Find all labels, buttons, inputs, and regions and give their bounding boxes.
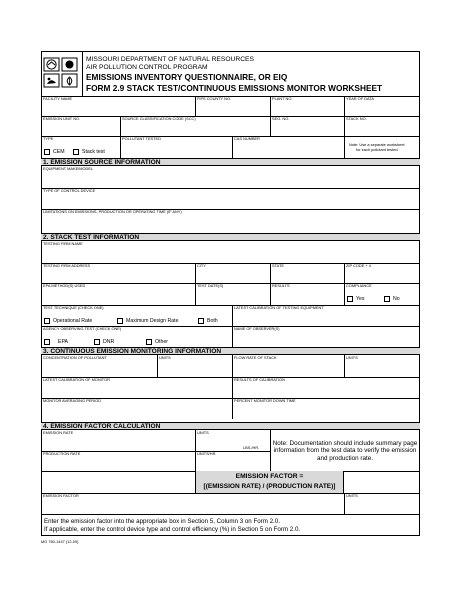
- form-title-line1: EMISSIONS INVENTORY QUESTIONNAIRE, OR EIQ: [86, 72, 288, 82]
- scc-field[interactable]: SOURCE CLASSIFICATION CODE (SCC): [122, 116, 196, 121]
- logo-icons: [41, 51, 83, 96]
- epa-methods-field[interactable]: EPA METHOD(S) USED: [43, 283, 86, 288]
- operational-rate-checkbox[interactable]: [44, 318, 50, 324]
- calibration-results-field[interactable]: RESULTS OF CALIBRATION: [234, 377, 285, 382]
- epa-label: EPA: [58, 339, 68, 345]
- form-number: MO 780-1447 (12-09): [41, 539, 79, 544]
- max-design-rate-checkbox[interactable]: [117, 318, 123, 324]
- other-label: Other: [155, 339, 168, 345]
- year-of-data-field[interactable]: YEAR OF DATA: [346, 96, 374, 101]
- city-field[interactable]: CITY: [197, 263, 206, 268]
- control-device-field[interactable]: TYPE OF CONTROL DEVICE: [43, 188, 96, 193]
- both-label: Both: [207, 318, 218, 324]
- results-field[interactable]: RESULTS: [272, 283, 290, 288]
- monitor-down-time-field[interactable]: PERCENT MONITOR DOWN TIME: [234, 398, 296, 403]
- monitor-averaging-period-field[interactable]: MONITOR AVERAGING PERIOD: [43, 398, 102, 403]
- epa-checkbox[interactable]: [44, 339, 50, 345]
- dnr-label: DNR: [103, 339, 115, 345]
- dept-name: MISSOURI DEPARTMENT OF NATURAL RESOURCES: [86, 56, 254, 63]
- state-field[interactable]: STATE: [272, 263, 284, 268]
- stack-test-label: Stack test: [82, 149, 105, 155]
- compliance-no-label: No: [393, 296, 400, 302]
- equipment-make-model-field[interactable]: EQUIPMENT MAKE/MODEL: [43, 166, 94, 171]
- flow-rate-units-field[interactable]: UNITS: [346, 355, 358, 360]
- stack-flow-rate-field[interactable]: FLOW RATE OF STACK: [234, 355, 277, 360]
- zip-code-field[interactable]: ZIP CODE + 4: [346, 263, 371, 268]
- other-checkbox[interactable]: [146, 339, 152, 345]
- dnr-logo: [41, 51, 83, 96]
- testing-firm-name-field[interactable]: TESTING FIRM NAME: [43, 241, 83, 246]
- separate-worksheet-note-1: Note: Use a separate worksheet: [349, 142, 405, 147]
- units-per-hour-field[interactable]: UNITS/HR.: [197, 451, 217, 456]
- separate-worksheet-note-2: for each pollutant tested.: [356, 147, 399, 152]
- observer-names-field[interactable]: NAME OF OBSERVER(S): [234, 326, 280, 331]
- emission-rate-field[interactable]: EMISSION RATE: [43, 430, 74, 435]
- instructions-line1: Enter the emission factor into the appropriate box in Section 5, Column 3 on Form 2.0.: [44, 518, 280, 525]
- latest-calibration-testing-field[interactable]: LATEST CALIBRATION OF TESTING EQUIPMENT: [234, 305, 324, 310]
- stack-test-checkbox[interactable]: [73, 149, 79, 155]
- production-rate-field[interactable]: PRODUCTION RATE: [43, 451, 81, 456]
- latest-calibration-monitor-field[interactable]: LATEST CALIBRATION OF MONITOR: [43, 377, 110, 382]
- cas-number-field[interactable]: CAS NUMBER: [234, 136, 260, 141]
- compliance-yes-label: Yes: [356, 296, 365, 302]
- emission-rate-units-label: UNITS: [197, 430, 209, 435]
- facility-name-field[interactable]: FACILITY NAME: [43, 96, 73, 101]
- compliance-yes-checkbox[interactable]: [347, 296, 353, 302]
- lbs-hr-label: LBS./HR.: [243, 445, 260, 450]
- program-name: AIR POLLUTION CONTROL PROGRAM: [86, 64, 208, 71]
- max-design-rate-label: Maximum Design Rate: [126, 318, 179, 324]
- emission-factor-field[interactable]: EMISSION FACTOR: [43, 493, 79, 498]
- form-title-line2: FORM 2.9 STACK TEST/CONTINUOUS EMISSIONS MONITOR WORKSHEET: [86, 83, 383, 93]
- section-2-header: 2. STACK TEST INFORMATION: [41, 233, 420, 241]
- cem-label: CEM: [53, 149, 65, 155]
- agency-observing-label: AGENCY OBSERVING TEST (CHECK ONE): [43, 326, 122, 331]
- emission-factor-units-field[interactable]: UNITS: [346, 493, 358, 498]
- emission-factor-formula-line2: [(EMISSION RATE) / (PRODUCTION RATE)]: [203, 483, 336, 490]
- cem-checkbox[interactable]: [44, 149, 50, 155]
- testing-firm-address-field[interactable]: TESTING FIRM ADDRESS: [43, 263, 91, 268]
- both-checkbox[interactable]: [198, 318, 204, 324]
- section-1-header: 1. EMISSION SOURCE INFORMATION: [41, 158, 420, 166]
- section-3-header: 3. CONTINUOUS EMISSION MONITORING INFORMATION: [41, 347, 420, 355]
- fips-county-field[interactable]: FIPS COUNTY NO.: [197, 96, 232, 101]
- compliance-no-checkbox[interactable]: [384, 296, 390, 302]
- section-4-header: 4. EMISSION FACTOR CALCULATION: [41, 422, 420, 430]
- type-label: TYPE: [43, 136, 54, 141]
- stack-no-field[interactable]: STACK NO.: [346, 116, 367, 121]
- limitations-field[interactable]: LIMITATIONS ON EMISSIONS, PRODUCTION OR OPERATING TIME (IF ANY): [43, 209, 182, 214]
- test-dates-field[interactable]: TEST DATE(S): [197, 283, 224, 288]
- compliance-label: COMPLIANCE: [346, 283, 372, 288]
- operational-rate-label: Operational Rate: [53, 318, 93, 324]
- pollutant-tested-field[interactable]: POLLUTANT TESTED: [122, 136, 161, 141]
- plant-no-field[interactable]: PLANT NO.: [272, 96, 293, 101]
- concentration-units-field[interactable]: UNITS: [159, 355, 171, 360]
- test-technique-label: TEST TECHNIQUE (CHECK ONE): [43, 305, 104, 310]
- instructions-line2: If applicable, enter the control device type and control efficiency (%) in Section 5 on Form 2.0.: [44, 526, 301, 533]
- documentation-note: Note: Documentation should include summary page information from the test data to verify the emission and production rate.: [272, 440, 418, 462]
- emission-factor-formula-line1: EMISSION FACTOR =: [235, 473, 304, 480]
- seg-no-field[interactable]: SEG. NO.: [272, 116, 290, 121]
- pollutant-concentration-field[interactable]: CONCENTRATION OF POLLUTANT: [43, 355, 107, 360]
- emission-unit-no-field[interactable]: EMISSION UNIT NO.: [43, 116, 81, 121]
- dnr-checkbox[interactable]: [94, 339, 100, 345]
